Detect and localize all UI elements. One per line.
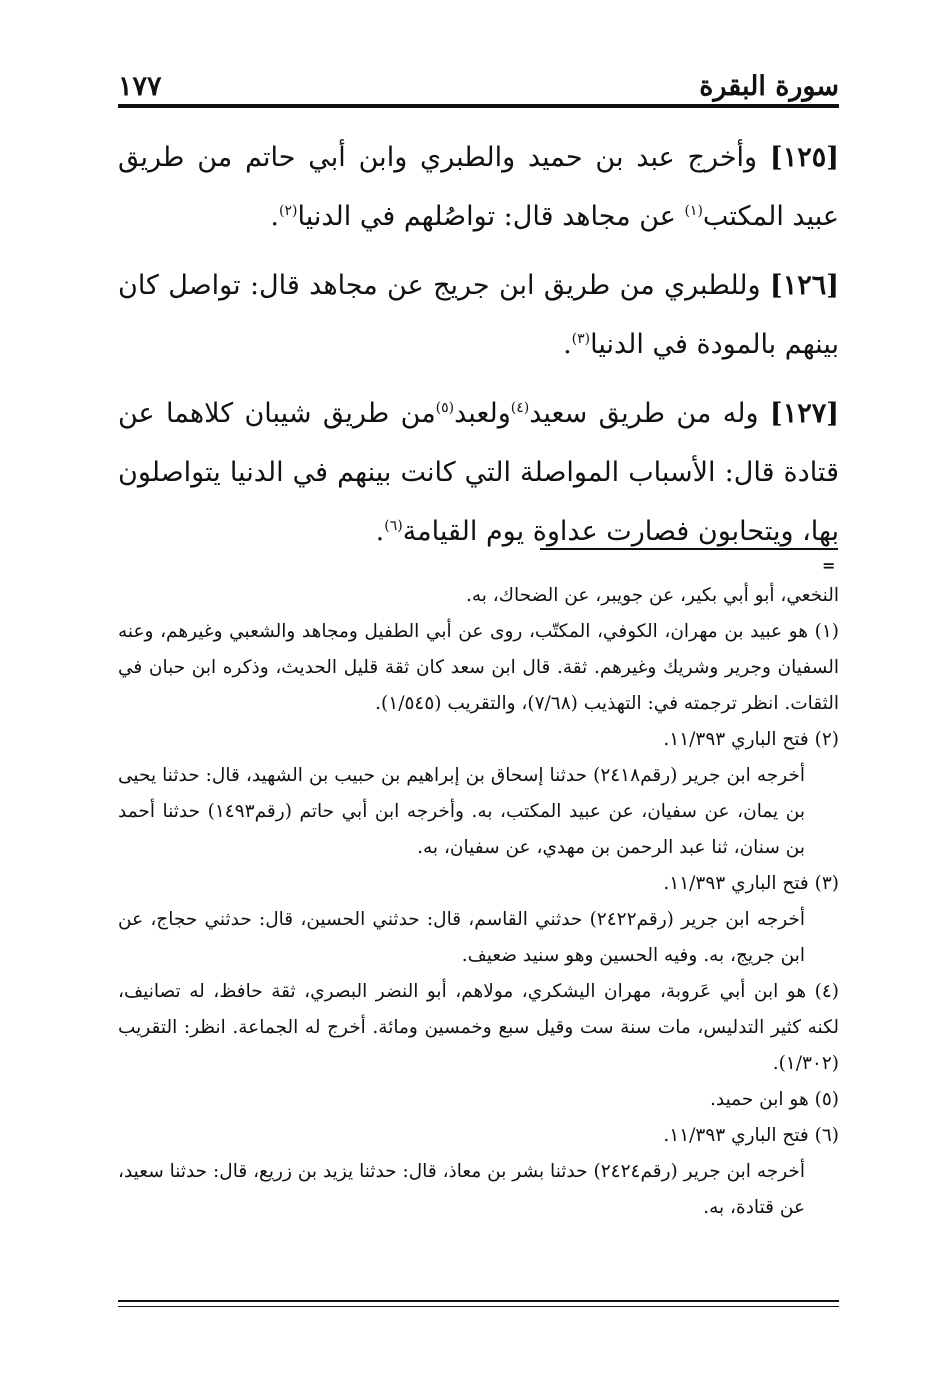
footnote-3: (٣) فتح الباري ١١/٣٩٣. bbox=[663, 873, 839, 894]
entry-127 bbox=[118, 384, 839, 561]
footnote-6-detail: أخرجه ابن جرير (رقم٢٤٢٤) حدثنا بشر بن معاذ، قال: حدثنا يزيد بن زريع، قال: حدثنا سعيد، عن قتادة، به. bbox=[118, 1161, 805, 1218]
footnote-ref: (٥) bbox=[435, 400, 455, 416]
footnote-2: (٢) فتح الباري ١١/٣٩٣. bbox=[663, 729, 839, 750]
footnote-separator bbox=[540, 548, 838, 550]
entry-text: من طريق شيبان كلاهما عن قتادة قال: الأسباب المواصلة التي كانت بينهم في الدنيا يتواصلون بها، ويتحابون فصارت عداوة يوم القيامة bbox=[118, 398, 839, 547]
entry-number: [١٢٦] bbox=[769, 270, 839, 301]
entry-text: . bbox=[563, 329, 572, 360]
entry-text: . bbox=[270, 201, 279, 232]
footnote-3-detail: أخرجه ابن جرير (رقم٢٤٢٢) حدثني القاسم، قال: حدثني الحسين، قال: حدثني حجاج، عن ابن جريج، به. وفيه الحسين وهو سنيد ضعيف. bbox=[118, 909, 805, 966]
footnote-ref: (٢) bbox=[279, 203, 298, 219]
entry-text: . bbox=[375, 516, 385, 547]
main-text bbox=[118, 128, 839, 571]
entry-number: [١٢٥] bbox=[769, 142, 839, 173]
bottom-rule bbox=[118, 1300, 839, 1302]
footnote-ref: (٦) bbox=[384, 518, 403, 534]
entry-number: [١٢٧] bbox=[769, 398, 839, 429]
footnote-6: (٦) فتح الباري ١١/٣٩٣. bbox=[663, 1125, 839, 1146]
continuation-mark: = bbox=[822, 556, 836, 575]
entry-text: وله من طريق سعيد bbox=[529, 398, 770, 429]
running-header bbox=[118, 48, 839, 100]
footnote-1: (١) هو عبيد بن مهران، الكوفي، المكتّب، روى عن أبي الطفيل ومجاهد والشعبي وغيرهم، وعنه السفيان وجرير وشريك وغيرهم. ثقة. قال ابن سعد كان ثقة قليل الحديث، وذكره ابن حبان في الثقات. انظر ترجمته في: التهذيب (٧/٦٨)، والتقريب (١/٥٤٥). bbox=[118, 621, 839, 714]
page-number: ١٧٧ bbox=[118, 71, 162, 102]
footnote-5: (٥) هو ابن حميد. bbox=[709, 1089, 839, 1110]
entry-text: عن مجاهد قال: تواصُلهم في الدنيا bbox=[297, 201, 685, 232]
footnote-continuation: النخعي، أبو أبي بكير، عن جويبر، عن الضحاك، به. bbox=[465, 585, 839, 606]
footnote-ref: (٣) bbox=[571, 331, 591, 347]
surah-title: سورة البقرة bbox=[699, 71, 839, 102]
entry-text: ولعبد bbox=[454, 398, 511, 429]
bottom-rule bbox=[118, 1306, 839, 1307]
entry-125 bbox=[118, 128, 839, 246]
header-rule bbox=[118, 104, 839, 108]
footnote-ref: (٤) bbox=[510, 400, 530, 416]
entry-126 bbox=[118, 256, 839, 374]
footnote-ref: (١) bbox=[684, 203, 703, 219]
footnote-2-detail: أخرجه ابن جرير (رقم٢٤١٨) حدثنا إسحاق بن إبراهيم بن حبيب بن الشهيد، قال: حدثنا يحيى بن يمان، عن سفيان، عن عبيد المكتب، به. وأخرجه ابن أبي حاتم (رقم١٤٩٣) حدثنا أحمد بن سنان، ثنا عبد الرحمن بن مهدي، عن سفيان، به. bbox=[118, 765, 805, 858]
entry-text: وللطبري من طريق ابن جريج عن مجاهد قال: تواصل كان بينهم بالمودة في الدنيا bbox=[118, 270, 839, 360]
entry-text: وأخرج عبد بن حميد والطبري وابن أبي حاتم من طريق عبيد المكتب bbox=[118, 142, 839, 232]
footnotes bbox=[118, 578, 839, 1226]
footnote-4: (٤) هو ابن أبي عَروبة، مهران اليشكري، مولاهم، أبو النضر البصري، ثقة حافظ، له تصانيف، لكنه كثير التدليس، مات سنة ست وقيل سبع وخمسين ومائة. أخرج له الجماعة. انظر: التقريب (١/٣٠٢). bbox=[118, 981, 839, 1074]
